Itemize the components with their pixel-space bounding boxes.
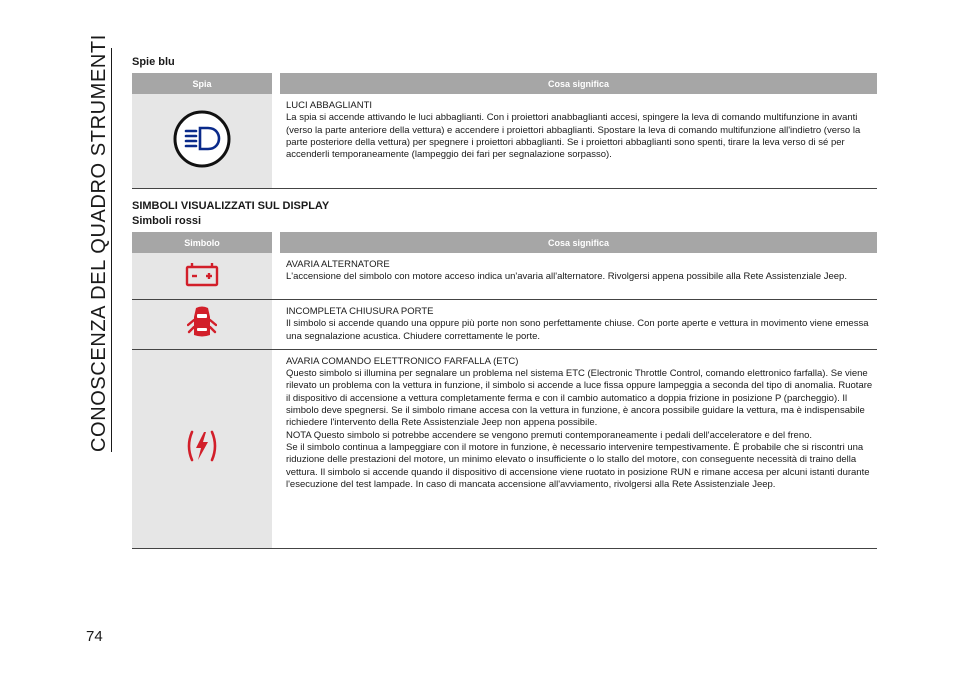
col-header-meaning: Cosa significa xyxy=(280,232,877,253)
item-title: AVARIA COMANDO ELETTRONICO FARFALLA (ETC) xyxy=(286,355,519,367)
meaning-cell xyxy=(280,253,877,300)
table-header xyxy=(132,73,877,94)
side-rule xyxy=(111,48,112,452)
symbol-cell xyxy=(132,300,272,350)
door-open-icon xyxy=(187,305,217,339)
red-symbols-table xyxy=(132,232,877,549)
display-symbols-heading: SIMBOLI VISUALIZZATI SUL DISPLAY xyxy=(132,200,330,212)
red-symbols-heading: Simboli rossi xyxy=(132,215,202,227)
item-body-paragraph: Questo simbolo si illumina per segnalare un problema nel sistema ETC (Electronic Throttle Control, comando elettronico farfalla). Se viene rilevato un problema con la vettura in funzione, il simbolo si accende a luce fissa oppure lampeggia a seconda del tipo di anomalia. Ruotare il dispositivo di accensione a vettura completamente ferma e con il cambio automatico a doppia frizione in posizione P (parcheggio). Il simbolo deve spegnersi. Se il simbolo rimane accesa con la vettura in funzione, è ancora possibile guidare la vettura, ma è indispensabile richiedere l'intervento della Rete Assistenziale Jeep non appena possibile. xyxy=(286,368,873,429)
page-content xyxy=(132,55,877,549)
col-header-symbol: Spia xyxy=(132,73,272,94)
symbol-cell xyxy=(132,349,272,548)
symbol-cell xyxy=(132,253,272,300)
table-header xyxy=(132,232,877,253)
table-row xyxy=(132,349,877,548)
table-row xyxy=(132,300,877,350)
meaning-cell xyxy=(280,94,877,189)
etc-throttle-icon xyxy=(184,429,220,463)
meaning-cell xyxy=(280,300,877,350)
item-title: INCOMPLETA CHIUSURA PORTE xyxy=(286,306,434,317)
item-body: La spia si accende attivando le luci abbaglianti. Con i proiettori anabbaglianti accesi, spingere la leva di comando multifunzione in avanti (verso la parte anteriore della vettura) e accendere i proiettori abbaglianti. Spostare la leva di comando multifunzione all'indietro (verso la parte posteriore della vettura) per spegnere i proiettori abbaglianti. Se i proiettori abbaglianti sono spenti, tirare la leva verso di sé per accenderli temporaneamente (lampeggio dei fari per segnalazione sorpasso). xyxy=(286,112,861,161)
battery-icon xyxy=(184,261,220,287)
item-body: L'accensione del simbolo con motore acceso indica un'avaria all'alternatore. Rivolgersi appena possibile alla Rete Assistenziale Jeep. xyxy=(286,271,847,283)
blue-lights-table xyxy=(132,73,877,189)
item-body: Il simbolo si accende quando una oppure più porte non sono perfettamente chiuse. Con porte aperte e vettura in movimento viene emessa una segnalazione acustica. Chiudere correttamente le porte. xyxy=(286,318,869,342)
table-row xyxy=(132,253,877,300)
blue-lights-heading: Spie blu xyxy=(132,56,175,68)
page-number: 74 xyxy=(86,628,103,645)
symbol-cell xyxy=(132,94,272,189)
item-title: LUCI ABBAGLIANTI xyxy=(286,100,373,111)
item-body-note: NOTA Questo simbolo si potrebbe accendere se vengono premuti contemporaneamente i pedali dell'acceleratore e del freno. xyxy=(286,429,813,441)
side-section-title: CONOSCENZA DEL QUADRO STRUMENTI xyxy=(88,34,110,452)
col-header-meaning: Cosa significa xyxy=(280,73,877,94)
item-title: AVARIA ALTERNATORE xyxy=(286,259,390,270)
high-beam-icon xyxy=(172,109,232,169)
meaning-cell xyxy=(280,349,877,548)
item-body-paragraph: Se il simbolo continua a lampeggiare con il motore in funzione, è necessario intervenire tempestivamente. È probabile che si riscontri una riduzione delle prestazioni del motore, un minimo elevato o insufficiente o lo stallo del motore, con conseguente necessità di traino della vettura. Il simbolo si accende quando il dispositivo di accensione viene ruotato in posizione RUN e rimane accesa per alcuni istanti durante l'esecuzione del test lampade. In caso di mancata accensione all'avviamento, rivolgersi alla Rete Assistenziale Jeep. xyxy=(286,441,870,490)
table-row xyxy=(132,94,877,189)
col-header-symbol: Simbolo xyxy=(132,232,272,253)
